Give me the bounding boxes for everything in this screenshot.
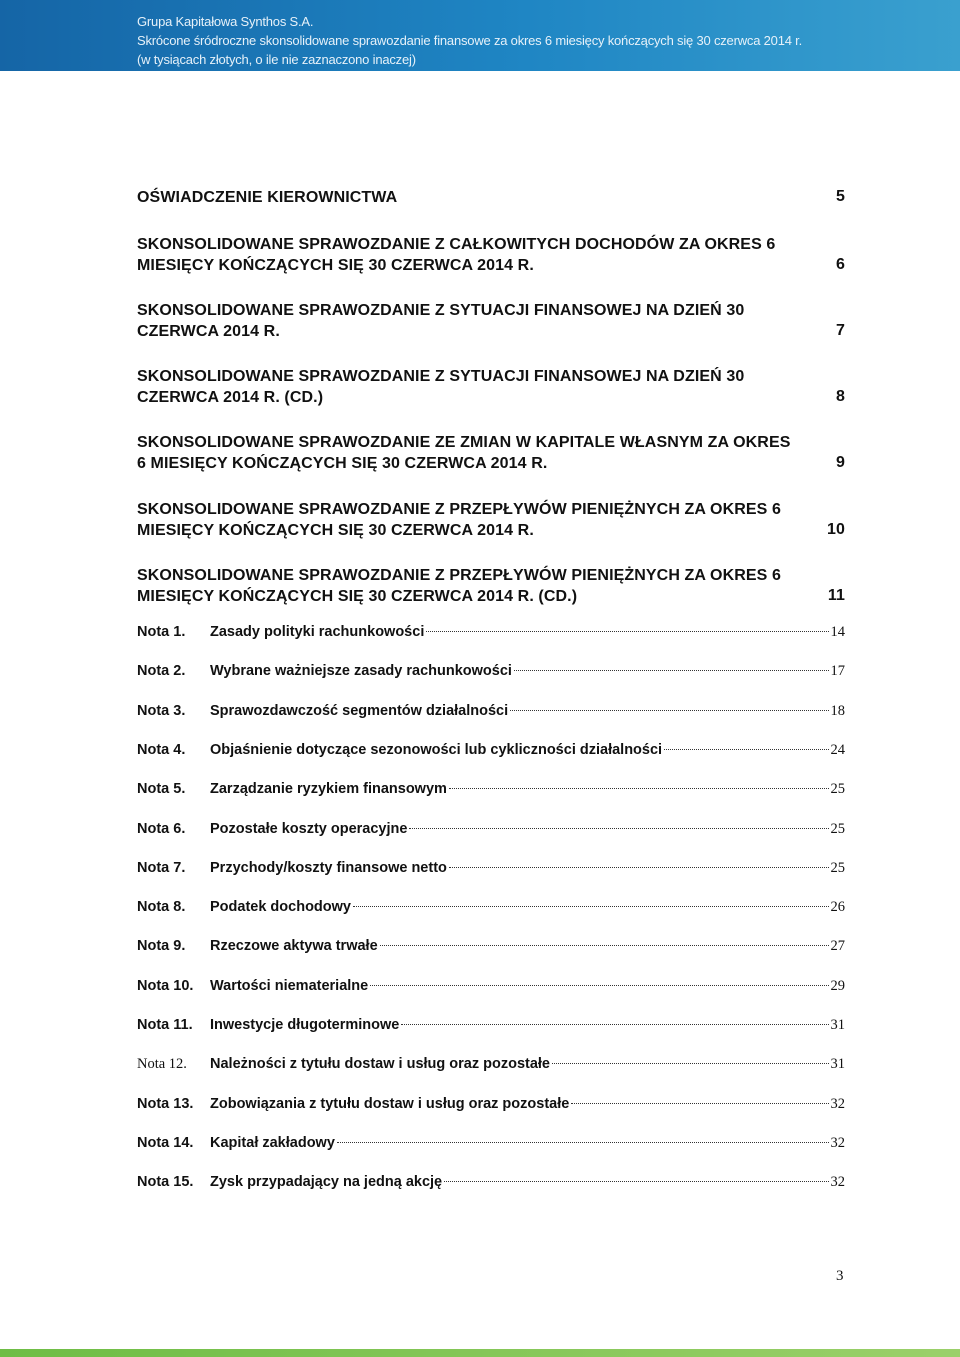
header-units: (w tysiącach złotych, o ile nie zaznaczono inaczej): [137, 52, 416, 67]
note-page: 25: [830, 781, 845, 797]
dot-leader: [337, 1142, 829, 1143]
document-header: [0, 0, 960, 71]
note-title: Rzeczowe aktywa trwałe: [210, 938, 378, 954]
note-entry[interactable]: [137, 1096, 845, 1118]
toc-entry-title: OŚWIADCZENIE KIEROWNICTWA: [137, 189, 398, 206]
note-title: Zarządzanie ryzykiem finansowym: [210, 781, 447, 797]
dot-leader: [401, 1024, 828, 1025]
toc-entry-title: SKONSOLIDOWANE SPRAWOZDANIE ZE ZMIAN W KAPITALE WŁASNYM ZA OKRES 6 MIESIĘCY KOŃCZĄCYCH SIĘ 30 CZERWCA 2014 R.: [137, 434, 791, 472]
note-entry[interactable]: [137, 978, 845, 1000]
note-number: Nota 7.: [137, 860, 186, 876]
note-page: 27: [830, 938, 845, 954]
note-title: Inwestycje długoterminowe: [210, 1017, 400, 1033]
toc-entry[interactable]: [137, 366, 845, 408]
dot-leader: [449, 867, 829, 868]
note-page: 29: [830, 978, 845, 994]
dot-leader: [426, 631, 828, 632]
note-entry[interactable]: [137, 899, 845, 921]
note-number: Nota 10.: [137, 978, 194, 994]
dot-leader: [380, 945, 829, 946]
note-entry[interactable]: [137, 821, 845, 843]
toc-entry-page: 8: [836, 388, 845, 405]
header-company: Grupa Kapitałowa Synthos S.A.: [137, 14, 314, 29]
note-number: Nota 12.: [137, 1056, 187, 1072]
note-title: Sprawozdawczość segmentów działalności: [210, 703, 509, 719]
note-page: 24: [830, 742, 845, 758]
dot-leader: [510, 710, 828, 711]
header-report-title: Skrócone śródroczne skonsolidowane sprawozdanie finansowe za okres 6 miesięcy kończących się 30 czerwca 2014 r.: [137, 33, 802, 48]
dot-leader: [353, 906, 829, 907]
note-number: Nota 5.: [137, 781, 186, 797]
note-number: Nota 2.: [137, 663, 186, 679]
note-title: Kapitał zakładowy: [210, 1135, 335, 1151]
note-page: 32: [830, 1174, 845, 1190]
note-page: 17: [830, 663, 845, 679]
note-entry[interactable]: [137, 742, 845, 764]
note-entry[interactable]: [137, 781, 845, 803]
toc-entry-title: SKONSOLIDOWANE SPRAWOZDANIE Z SYTUACJI FINANSOWEJ NA DZIEŃ 30 CZERWCA 2014 R. (CD.): [137, 368, 745, 406]
note-entry[interactable]: [137, 663, 845, 685]
note-title: Wybrane ważniejsze zasady rachunkowości: [210, 663, 512, 679]
toc-entry-page: 10: [827, 521, 845, 538]
note-page: 14: [830, 624, 845, 640]
note-page: 32: [830, 1096, 845, 1112]
dot-leader: [552, 1063, 829, 1064]
note-entry[interactable]: [137, 1174, 845, 1196]
toc-entry-page: 7: [836, 322, 845, 339]
note-entry[interactable]: [137, 1056, 845, 1078]
note-title: Zasady polityki rachunkowości: [210, 624, 425, 640]
note-entry[interactable]: [137, 1017, 845, 1039]
note-page: 32: [830, 1135, 845, 1151]
note-entry[interactable]: [137, 860, 845, 882]
note-title: Wartości niematerialne: [210, 978, 369, 994]
dot-leader: [370, 985, 828, 986]
note-entry[interactable]: [137, 938, 845, 960]
note-page: 25: [830, 821, 845, 837]
note-title: Objaśnienie dotyczące sezonowości lub cykliczności działalności: [210, 742, 663, 758]
note-number: Nota 14.: [137, 1135, 194, 1151]
note-number: Nota 3.: [137, 703, 186, 719]
page-number: 3: [836, 1268, 844, 1284]
note-page: 26: [830, 899, 845, 915]
note-title: Przychody/koszty finansowe netto: [210, 860, 447, 876]
note-entry[interactable]: [137, 1135, 845, 1157]
note-number: Nota 8.: [137, 899, 186, 915]
toc-entry[interactable]: [137, 499, 845, 541]
note-number: Nota 11.: [137, 1017, 193, 1033]
dot-leader: [514, 670, 829, 671]
toc-entry-title: SKONSOLIDOWANE SPRAWOZDANIE Z PRZEPŁYWÓW PIENIĘŻNYCH ZA OKRES 6 MIESIĘCY KOŃCZĄCYCH SIĘ 30 CZERWCA 2014 R. (CD.): [137, 567, 781, 605]
dot-leader: [444, 1181, 828, 1182]
toc-entry-page: 5: [836, 188, 845, 205]
toc-entry-title: SKONSOLIDOWANE SPRAWOZDANIE Z PRZEPŁYWÓW PIENIĘŻNYCH ZA OKRES 6 MIESIĘCY KOŃCZĄCYCH SIĘ 30 CZERWCA 2014 R.: [137, 501, 781, 539]
toc-entry-page: 11: [827, 587, 845, 604]
note-title: Podatek dochodowy: [210, 899, 351, 915]
toc-entry[interactable]: [137, 187, 845, 208]
note-number: Nota 6.: [137, 821, 186, 837]
toc-entry[interactable]: [137, 432, 845, 474]
footer-bar: [0, 1349, 960, 1357]
note-number: Nota 9.: [137, 938, 186, 954]
note-number: Nota 15.: [137, 1174, 194, 1190]
note-number: Nota 1.: [137, 624, 186, 640]
note-entry[interactable]: [137, 624, 845, 646]
note-title: Zysk przypadający na jedną akcję: [210, 1174, 443, 1190]
note-page: 31: [830, 1056, 845, 1072]
note-page: 31: [830, 1017, 845, 1033]
toc-entry-title: SKONSOLIDOWANE SPRAWOZDANIE Z CAŁKOWITYCH DOCHODÓW ZA OKRES 6 MIESIĘCY KOŃCZĄCYCH SIĘ 30 CZERWCA 2014 R.: [137, 236, 776, 274]
dot-leader: [664, 749, 828, 750]
toc-entry-page: 9: [836, 454, 845, 471]
dot-leader: [449, 788, 829, 789]
toc-entry[interactable]: [137, 565, 845, 607]
note-page: 18: [830, 703, 845, 719]
toc-entry-page: 6: [836, 256, 845, 273]
note-page: 25: [830, 860, 845, 876]
toc-entry-title: SKONSOLIDOWANE SPRAWOZDANIE Z SYTUACJI FINANSOWEJ NA DZIEŃ 30 CZERWCA 2014 R.: [137, 302, 745, 340]
note-number: Nota 13.: [137, 1096, 194, 1112]
note-title: Należności z tytułu dostaw i usług oraz pozostałe: [210, 1056, 550, 1072]
dot-leader: [571, 1103, 828, 1104]
toc-entry[interactable]: [137, 234, 845, 276]
note-title: Zobowiązania z tytułu dostaw i usług oraz pozostałe: [210, 1096, 570, 1112]
note-title: Pozostałe koszty operacyjne: [210, 821, 408, 837]
toc-entry[interactable]: [137, 300, 845, 342]
note-number: Nota 4.: [137, 742, 186, 758]
note-entry[interactable]: [137, 703, 845, 725]
dot-leader: [409, 828, 828, 829]
